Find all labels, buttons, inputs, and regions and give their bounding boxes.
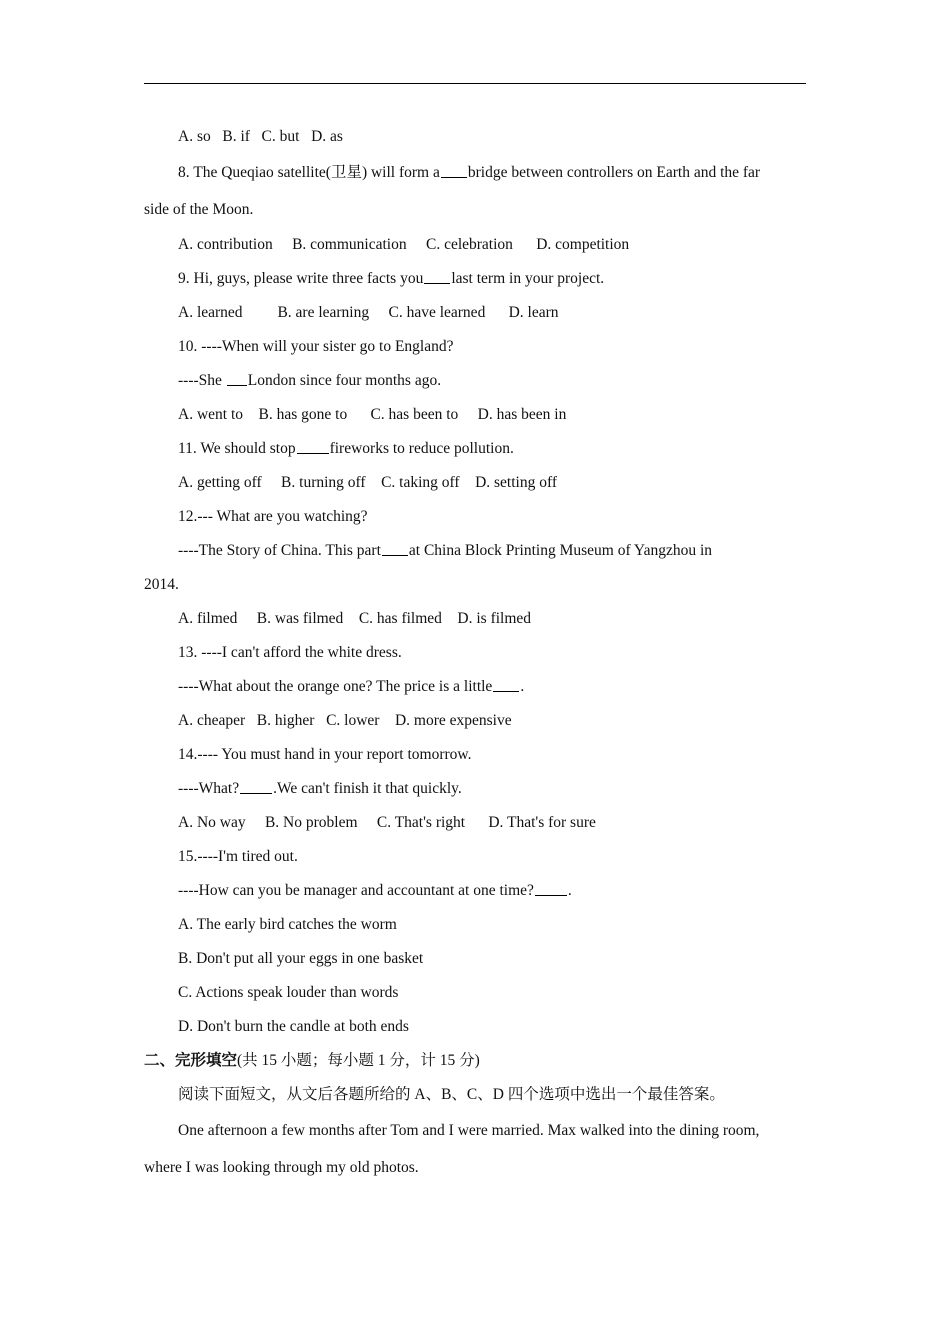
q13-option-b: B. higher — [256, 712, 315, 729]
q7-option-b: B. if — [222, 128, 250, 145]
q9-option-c: C. have learned — [388, 304, 486, 321]
q14-options — [144, 806, 808, 840]
q7-option-c: C. but — [261, 128, 300, 145]
q13-options — [144, 704, 808, 738]
q12-text-pre: ----The Story of China. This part — [178, 542, 381, 559]
q12-option-b: B. was filmed — [256, 610, 344, 627]
q10-text-post: London since four months ago. — [247, 372, 442, 389]
q8-options — [144, 228, 808, 262]
q11-options — [144, 466, 808, 500]
q12-blank — [382, 541, 408, 556]
q7-option-a: A. so — [178, 128, 211, 145]
q14-line1: 14.---- You must hand in your report tomorrow. — [178, 746, 472, 763]
q14-option-a: A. No way — [178, 814, 246, 831]
q11-option-d: D. setting off — [475, 474, 558, 491]
q7-options — [144, 120, 808, 154]
q8-option-c: C. celebration — [425, 236, 513, 253]
q8-option-b: B. communication — [292, 236, 407, 253]
q14-option-d: D. That's for sure — [488, 814, 596, 831]
q10-option-d: D. has been in — [477, 406, 567, 423]
q9-text-pre: 9. Hi, guys, please write three facts you — [178, 270, 424, 287]
q12-line2 — [144, 534, 808, 568]
q10-option-c: C. has been to — [370, 406, 459, 423]
q14-text-post: .We can't finish it that quickly. — [273, 780, 462, 797]
q15-line2 — [144, 874, 808, 908]
section2-note: (共 15 小题；每小题 1 分，计 15 分) — [237, 1052, 480, 1069]
q11-text-post: fireworks to reduce pollution. — [329, 440, 514, 457]
q10-line1: 10. ----When will your sister go to England? — [178, 338, 454, 355]
q11-text-pre: 11. We should stop — [178, 440, 296, 457]
section2-heading — [144, 1044, 808, 1078]
q14-option-c: C. That's right — [376, 814, 466, 831]
q9-option-a: A. learned — [178, 304, 243, 321]
q8-stem-cont: side of the Moon. — [144, 201, 254, 218]
q14-text-pre: ----What? — [178, 780, 240, 797]
q13-option-d: D. more expensive — [394, 712, 512, 729]
q11-option-c: C. taking off — [381, 474, 460, 491]
q13-option-a: A. cheaper — [178, 712, 246, 729]
q14-option-b: B. No problem — [264, 814, 358, 831]
q10-text-pre: ----She — [178, 372, 226, 389]
q14-blank — [240, 779, 272, 794]
header-rule — [144, 83, 806, 84]
q7-option-d: D. as — [311, 128, 343, 145]
passage-line-2: where I was looking through my old photos. — [144, 1159, 419, 1176]
q11-stem — [144, 432, 808, 466]
q9-stem — [144, 262, 808, 296]
q10-option-b: B. has gone to — [258, 406, 348, 423]
q15-line1: 15.----I'm tired out. — [178, 848, 298, 865]
q11-option-a: A. getting off — [178, 474, 262, 491]
q8-stem — [144, 154, 808, 191]
document-body — [144, 120, 808, 1186]
q13-line1: 13. ----I can't afford the white dress. — [178, 644, 402, 661]
section2-instruction: 阅读下面短文，从文后各题所给的 A、B、C、D 四个选项中选出一个最佳答案。 — [178, 1086, 725, 1103]
q14-line2 — [144, 772, 808, 806]
q15-blank — [535, 881, 567, 896]
q10-options — [144, 398, 808, 432]
q15-option-b: B. Don't put all your eggs in one basket — [178, 950, 424, 967]
q12-option-a: A. filmed — [178, 610, 238, 627]
q9-text-post: last term in your project. — [451, 270, 605, 287]
q9-options — [144, 296, 808, 330]
q11-blank — [297, 439, 329, 454]
q8-blank — [441, 163, 467, 178]
q9-option-d: D. learn — [508, 304, 559, 321]
q8-text-post: bridge between controllers on Earth and the far — [467, 164, 761, 181]
q15-text-post: . — [567, 882, 572, 899]
q10-option-a: A. went to — [178, 406, 244, 423]
q13-line2 — [144, 670, 808, 704]
q13-text-post: . — [520, 678, 525, 695]
q10-line2 — [144, 364, 808, 398]
q13-blank — [493, 677, 519, 692]
section2-title: 二、完形填空 — [144, 1052, 238, 1069]
q13-option-c: C. lower — [326, 712, 380, 729]
q12-option-d: D. is filmed — [457, 610, 532, 627]
q15-option-c: C. Actions speak louder than words — [178, 984, 399, 1001]
q8-text-pre: 8. The Queqiao satellite(卫星) will form a — [178, 164, 440, 181]
q12-option-c: C. has filmed — [358, 610, 442, 627]
q9-option-b: B. are learning — [277, 304, 370, 321]
q9-blank — [424, 269, 450, 284]
q8-option-a: A. contribution — [178, 236, 273, 253]
q15-option-d: D. Don't burn the candle at both ends — [178, 1018, 409, 1035]
passage-line-1: One afternoon a few months after Tom and I were married. Max walked into the dining room, — [178, 1122, 760, 1139]
q10-blank — [227, 371, 247, 386]
q15-option-a: A. The early bird catches the worm — [178, 916, 397, 933]
q15-text-pre: ----How can you be manager and accountant at one time? — [178, 882, 534, 899]
q8-option-d: D. competition — [536, 236, 630, 253]
q11-option-b: B. turning off — [281, 474, 366, 491]
q12-options — [144, 602, 808, 636]
q12-line2-cont: 2014. — [144, 576, 179, 593]
q12-text-post: at China Block Printing Museum of Yangzhou in — [408, 542, 713, 559]
q13-text-pre: ----What about the orange one? The price is a little — [178, 678, 493, 695]
q12-line1: 12.--- What are you watching? — [178, 508, 368, 525]
